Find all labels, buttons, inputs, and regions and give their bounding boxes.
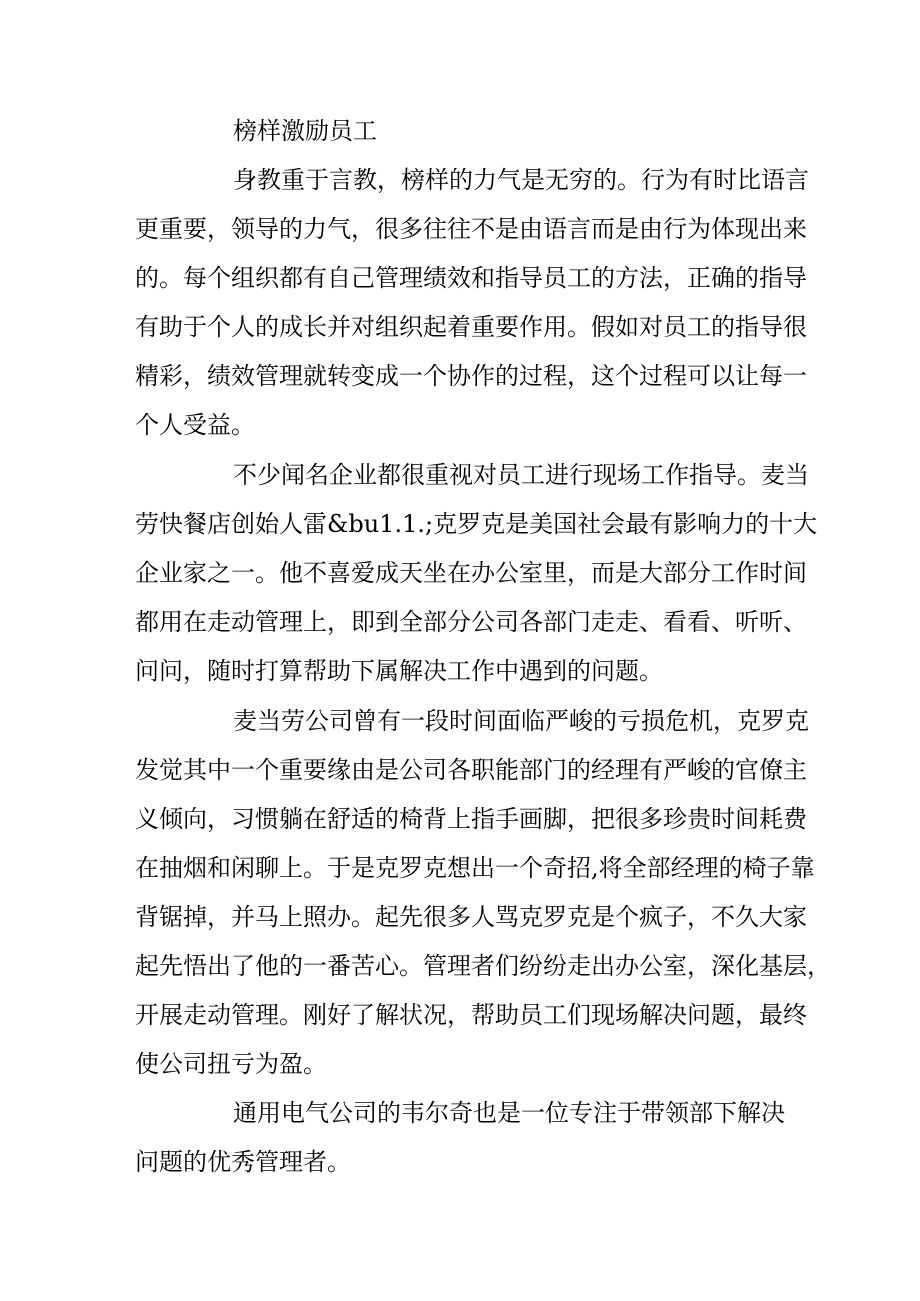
- paragraph-1-line-5: 精彩，绩效管理就转变成一个协作的过程，这个过程可以让每一: [135, 362, 807, 390]
- paragraph-3-line-3: 义倾向，习惯躺在舒适的椅背上指手画脚，把很多珍贵时间耗费: [135, 805, 807, 833]
- paragraph-3-line-1: 麦当劳公司曾有一段时间面临严峻的亏损危机，克罗克: [233, 707, 809, 735]
- paragraph-3-line-4: 在抽烟和闲聊上。于是克罗克想出一个奇招,将全部经理的椅子靠: [135, 854, 815, 882]
- paragraph-1-line-4: 有助于个人的成长并对组织起着重要作用。假如对员工的指导很: [135, 313, 807, 341]
- paragraph-3-line-6: 起先悟出了他的一番苦心。管理者们纷纷走出办公室，深化基层，: [135, 952, 831, 980]
- paragraph-2-line-3: 企业家之一。他不喜爱成天坐在办公室里，而是大部分工作时间: [135, 559, 807, 587]
- document-title: 榜样激励员工: [233, 117, 377, 145]
- paragraph-2-line-2: 劳快餐店创始人雷&bu1.1.;克罗克是美国社会最有影响力的十大: [135, 510, 818, 538]
- paragraph-3-line-5: 背锯掉，并马上照办。起先很多人骂克罗克是个疯子，不久大家: [135, 903, 807, 931]
- paragraph-1-line-3: 的。每个组织都有自己管理绩效和指导员工的方法，正确的指导: [135, 264, 807, 292]
- paragraph-2-line-5: 问问，随时打算帮助下属解决工作中遇到的问题。: [135, 657, 663, 685]
- paragraph-1-line-2: 更重要，领导的力气，很多往往不是由语言而是由行为体现出来: [135, 215, 807, 243]
- paragraph-2-line-4: 都用在走动管理上，即到全部分公司各部门走走、看看、听听、: [135, 608, 807, 636]
- paragraph-3-line-7: 开展走动管理。刚好了解状况，帮助员工们现场解决问题，最终: [135, 1001, 807, 1029]
- paragraph-3-line-2: 发觉其中一个重要缘由是公司各职能部门的经理有严峻的官僚主: [135, 756, 807, 784]
- paragraph-4-line-1: 通用电气公司的韦尔奇也是一位专注于带领部下解决: [233, 1099, 785, 1127]
- paragraph-1-line-6: 个人受益。: [135, 411, 255, 439]
- paragraph-3-line-8: 使公司扭亏为盈。: [135, 1050, 327, 1078]
- paragraph-2-line-1: 不少闻名企业都很重视对员工进行现场工作指导。麦当: [233, 461, 809, 489]
- paragraph-4-line-2: 问题的优秀管理者。: [135, 1148, 351, 1176]
- paragraph-1-line-1: 身教重于言教，榜样的力气是无穷的。行为有时比语言: [233, 166, 809, 194]
